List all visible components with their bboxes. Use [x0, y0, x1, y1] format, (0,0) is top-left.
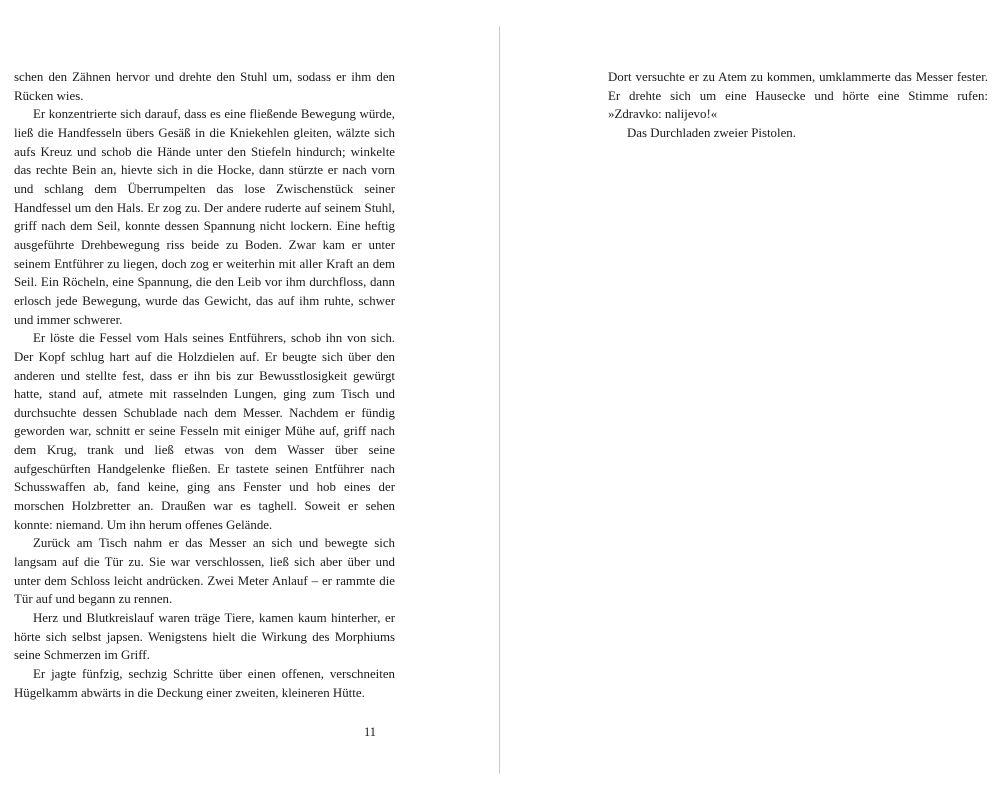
- paragraph: Zurück am Tisch nahm er das Messer an sich und bewegte sich langsam auf die Tür zu. Sie war verschlossen, ließ sich aber über und unter dem Schloss leicht andrücken. Zwei Meter Anlauf – er rammte die Tür auf und begann zu rennen.: [14, 536, 395, 607]
- paragraph: schen den Zähnen hervor und drehte den Stuhl um, sodass er ihm den Rücken wies.: [14, 70, 395, 103]
- paragraph: Er löste die Fessel vom Hals seines Entführers, schob ihn von sich. Der Kopf schlug hart auf die Holzdielen auf. Er beugte sich über den anderen und stellte fest, dass er ihn bis zur Bewusstlosigkeit gewürgt hatte, stand auf, atmete mit rasselnden Lungen, ging zum Tisch und durchsuchte dessen Schublade nach dem Messer. Nachdem er fündig geworden war, schnitt er seine Fesseln mit einiger Mühe auf, griff nach dem Krug, trank und ließ etwas von dem Wasser über seine aufgeschürften Handgelenke fließen. Er tastete seinen Entführer nach Schusswaffen ab, fand keine, ging ans Fenster und hob eines der morschen Holzbretter an. Draußen war es taghell. Soweit er sehen konnte: niemand. Um ihn herum offenes Gelände.: [14, 331, 395, 532]
- right-page: [501, 0, 1000, 800]
- right-page-text: [608, 68, 988, 143]
- left-page-text: [14, 68, 395, 702]
- page-number: 11: [364, 725, 377, 739]
- paragraph: Das Durchladen zweier Pistolen.: [627, 125, 796, 140]
- paragraph: Er konzentrierte sich darauf, dass es eine fließende Bewegung würde, ließ die Handfesseln übers Gesäß in die Kniekehlen gleiten, wälzte sich aufs Kreuz und schob die Hände unter den Stiefeln hindurch; winkelte das rechte Bein an, hievte sich in die Hocke, dann stürzte er nach vorn und schlang dem Überrumpelten das lose Zwischenstück seiner Handfessel um den Hals. Er zog zu. Der andere ruderte auf seinem Stuhl, griff nach dem Seil, konnte dessen Spannung nicht lockern. Eine heftig ausgeführte Drehbewegung riss beide zu Boden. Zwar kam er unter seinem Entführer zu liegen, doch zog er weiterhin mit aller Kraft an dem Seil. Ein Röcheln, eine Spannung, die den Leib vor ihm durchfloss, dann erlosch jede Bewegung, wurde das Gewicht, das auf ihm ruhte, schwer und immer schwerer.: [14, 107, 395, 327]
- gutter-divider: [499, 26, 500, 774]
- paragraph: Er jagte fünfzig, sechzig Schritte über einen offenen, verschneiten Hügelkamm abwärts in die Deckung einer zweiten, kleineren Hütte.: [14, 667, 395, 700]
- paragraph: Herz und Blutkreislauf waren träge Tiere, kamen kaum hinterher, er hörte sich selbst japsen. Wenigstens hielt die Wirkung des Morphiums seine Schmerzen im Griff.: [14, 611, 395, 663]
- paragraph: Dort versuchte er zu Atem zu kommen, umklammerte das Messer fester. Er drehte sich um eine Hausecke und hörte eine Stimme rufen: »Zdravko: nalijevo!«: [608, 70, 988, 122]
- left-page: [0, 0, 499, 800]
